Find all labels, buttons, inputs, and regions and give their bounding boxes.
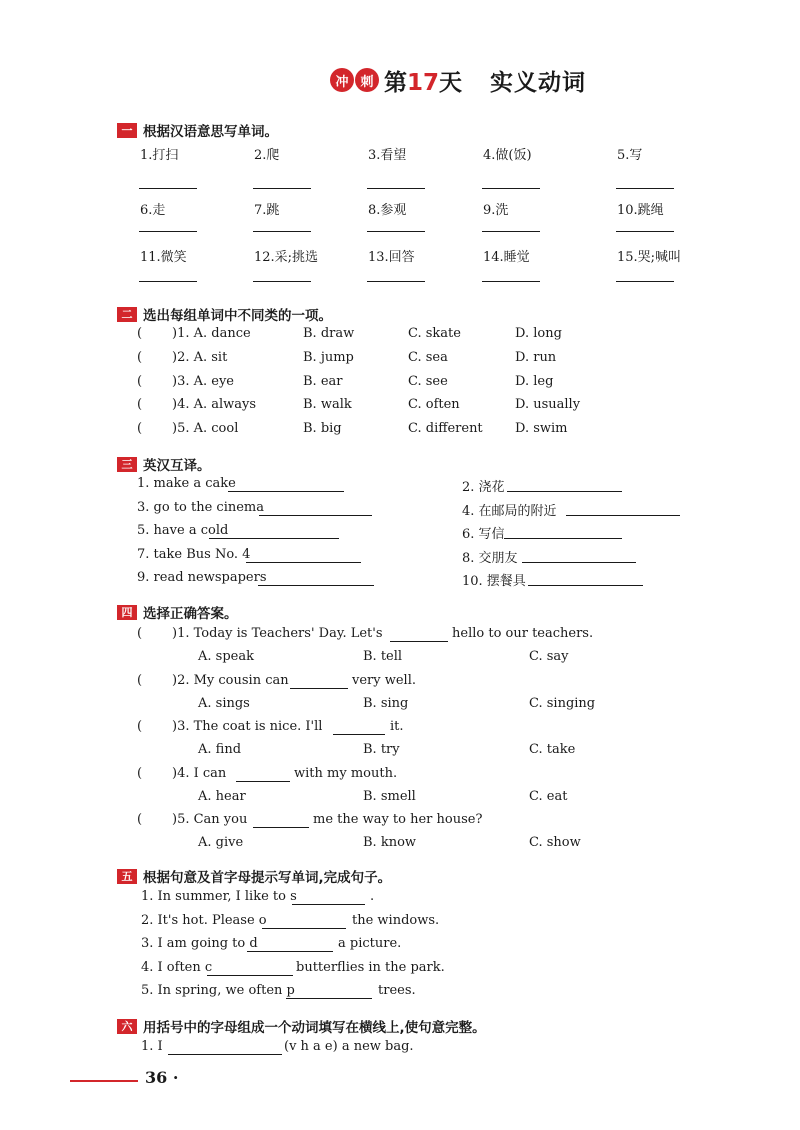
s4-question-tail: very well. (352, 672, 416, 688)
s2-option-d: D. run (515, 349, 557, 365)
s5-sentence-start: 3. I am going to d (141, 936, 258, 952)
s2-option-b: B. ear (303, 373, 343, 389)
s1-word: 15.哭;喊叫 (617, 250, 682, 265)
day-title (384, 64, 462, 97)
section-3-title: 英汉互译。 (143, 458, 211, 474)
s1-word: 11.微笑 (140, 250, 187, 265)
section-3-number: 三 (117, 457, 137, 472)
s1-word: 4.做(饭) (483, 148, 532, 163)
s4-answer-paren: ( (137, 719, 143, 734)
s1-word: 1.打扫 (140, 148, 179, 163)
s1-answer-blank[interactable] (253, 188, 311, 189)
s5-sentence-start: 2. It's hot. Please o (141, 912, 267, 928)
s5-sentence-start: 1. In summer, I like to s (141, 889, 297, 904)
s4-answer-paren: ( (137, 812, 143, 827)
section-2-title: 选出每组单词中不同类的一项。 (143, 308, 332, 324)
s4-option-c: C. take (529, 742, 576, 757)
s5-answer-blank[interactable] (207, 975, 293, 976)
section-1-title: 根据汉语意思写单词。 (143, 124, 278, 140)
s4-question-tail: with my mouth. (294, 765, 398, 781)
s4-question-tail: hello to our teachers. (452, 626, 594, 641)
s2-option-d: D. usually (515, 397, 581, 413)
section-4-header (117, 602, 238, 622)
s2-option-c: C. often (408, 397, 460, 413)
s1-answer-blank[interactable] (253, 231, 311, 232)
s2-option-c: C. different (408, 421, 483, 437)
s5-sentence-end: a picture. (338, 936, 402, 952)
s1-word: 10.跳绳 (617, 203, 664, 218)
page-header (330, 60, 586, 100)
s1-word: 5.写 (617, 148, 643, 163)
s1-answer-blank[interactable] (253, 281, 311, 282)
section-5-number: 五 (117, 869, 137, 884)
s1-word: 7.跳 (254, 203, 280, 218)
day-prefix: 第 (384, 69, 407, 96)
s2-option-c: C. see (408, 373, 448, 389)
s5-answer-blank[interactable] (247, 951, 333, 952)
s4-question-tail: it. (390, 719, 404, 734)
s2-option-d: D. swim (515, 421, 568, 437)
section-5-title: 根据句意及首字母提示写单词,完成句子。 (143, 870, 392, 886)
s4-option-b: B. tell (363, 649, 403, 664)
s5-answer-blank[interactable] (262, 928, 346, 929)
s2-option-a: )2. A. sit (172, 349, 228, 365)
s1-word: 14.睡觉 (483, 250, 530, 265)
s4-option-a: A. hear (198, 788, 246, 804)
s1-answer-blank[interactable] (367, 281, 425, 282)
s1-answer-blank[interactable] (616, 231, 674, 232)
s2-option-a: )3. A. eye (172, 373, 234, 389)
s3-left-blank[interactable] (246, 562, 361, 563)
s4-option-b: B. try (363, 742, 400, 757)
s6-sentence-end: (v h a e) a new bag. (284, 1039, 414, 1054)
s6-sentence-start: 1. I (141, 1039, 163, 1054)
s3-right-item: 10. 摆餐具 (462, 574, 526, 589)
s4-option-c: C. eat (529, 788, 568, 804)
header-badge-1: 冲 (330, 68, 354, 92)
s1-answer-blank[interactable] (367, 188, 425, 189)
s3-right-blank[interactable] (522, 562, 636, 563)
s3-left-item: 5. have a cold (137, 523, 229, 538)
s3-left-blank[interactable] (258, 585, 374, 586)
s3-right-blank[interactable] (507, 491, 622, 492)
section-2-number: 二 (117, 307, 137, 322)
s3-right-blank[interactable] (528, 585, 643, 586)
s1-word: 2.爬 (254, 148, 280, 163)
s2-option-c: C. skate (408, 326, 461, 341)
s5-answer-blank[interactable] (292, 904, 365, 905)
s4-option-a: A. speak (198, 649, 254, 664)
s4-option-a: A. sings (198, 695, 250, 711)
s4-answer-paren: ( (137, 626, 143, 641)
s3-right-item: 2. 浇花 (462, 480, 505, 495)
s4-question-text: )3. The coat is nice. I'll (172, 719, 323, 734)
s3-right-item: 6. 写信 (462, 527, 505, 542)
day-number: 17 (407, 69, 440, 96)
s3-right-blank[interactable] (504, 538, 622, 539)
s4-option-b: B. smell (363, 788, 416, 804)
s2-answer-paren: ( (137, 397, 143, 413)
s2-answer-paren: ( (137, 326, 143, 341)
page-number: 36 · (145, 1068, 179, 1087)
s3-left-blank[interactable] (259, 515, 372, 516)
s2-option-d: D. leg (515, 373, 554, 389)
footer-rule (70, 1080, 138, 1082)
s2-option-b: B. jump (303, 349, 354, 365)
s1-word: 6.走 (140, 203, 166, 218)
s5-sentence-end: trees. (378, 983, 416, 999)
s4-option-a: A. find (198, 742, 242, 757)
section-6-title: 用括号中的字母组成一个动词填写在横线上,使句意完整。 (143, 1020, 486, 1036)
section-2-header (117, 304, 332, 324)
s1-answer-blank[interactable] (139, 231, 197, 232)
s3-left-blank[interactable] (209, 538, 339, 539)
s4-option-c: C. show (529, 835, 581, 850)
s1-answer-blank[interactable] (616, 281, 674, 282)
s3-right-blank[interactable] (566, 515, 680, 516)
s3-left-item: 7. take Bus No. 4 (137, 546, 251, 562)
s5-answer-blank[interactable] (286, 998, 372, 999)
header-badge-2: 刺 (355, 68, 379, 92)
s3-left-item: 9. read newspapers (137, 570, 267, 585)
s2-answer-paren: ( (137, 421, 143, 437)
section-1-header (117, 120, 278, 140)
page-number-text: 36 (145, 1068, 168, 1087)
s2-answer-paren: ( (137, 373, 143, 389)
s4-question-text: )4. I can (172, 765, 227, 781)
s4-question-blank[interactable] (236, 781, 290, 782)
s3-left-item: 1. make a cake (137, 476, 236, 491)
s4-question-blank[interactable] (390, 641, 448, 642)
s4-option-c: C. singing (529, 695, 596, 711)
s5-sentence-end: butterflies in the park. (296, 959, 445, 975)
section-4-number: 四 (117, 605, 137, 620)
s1-answer-blank[interactable] (367, 231, 425, 232)
s1-word: 13.回答 (368, 250, 415, 265)
section-4-title: 选择正确答案。 (143, 606, 238, 622)
s2-option-a: )4. A. always (172, 397, 257, 413)
s1-answer-blank[interactable] (482, 188, 540, 189)
s2-answer-paren: ( (137, 349, 143, 365)
s1-answer-blank[interactable] (616, 188, 674, 189)
s4-option-c: C. say (529, 649, 569, 664)
s3-right-item: 8. 交朋友 (462, 550, 518, 566)
s1-answer-blank[interactable] (139, 281, 197, 282)
s2-option-a: )1. A. dance (172, 326, 251, 341)
s5-sentence-start: 4. I often c (141, 959, 213, 975)
s2-option-d: D. long (515, 326, 562, 341)
section-1-number: 一 (117, 123, 137, 138)
s4-question-blank[interactable] (253, 827, 309, 828)
s3-left-blank[interactable] (228, 491, 344, 492)
s1-word: 9.洗 (483, 203, 509, 218)
s4-question-blank[interactable] (333, 734, 385, 735)
s1-word: 12.采;挑选 (254, 250, 319, 265)
s4-question-text: )2. My cousin can (172, 672, 289, 688)
s4-option-b: B. know (363, 835, 417, 850)
s4-answer-paren: ( (137, 765, 143, 781)
s1-answer-blank[interactable] (139, 188, 197, 189)
s1-answer-blank[interactable] (482, 281, 540, 282)
s5-sentence-end: the windows. (352, 912, 440, 928)
s1-word: 3.看望 (368, 148, 407, 163)
s2-option-a: )5. A. cool (172, 421, 239, 437)
topic-title: 实义动词 (490, 69, 587, 96)
s4-option-b: B. sing (363, 695, 409, 711)
s2-option-b: B. walk (303, 397, 352, 413)
section-5-header (117, 866, 391, 886)
s4-option-a: A. give (198, 835, 244, 850)
s5-sentence-end: . (370, 889, 375, 904)
section-3-header (117, 454, 211, 474)
s3-right-item: 4. 在邮局的附近 (462, 503, 557, 519)
s4-answer-paren: ( (137, 672, 143, 688)
s6-answer-blank[interactable] (168, 1054, 282, 1055)
s4-question-text: )1. Today is Teachers' Day. Let's (172, 626, 383, 641)
s5-sentence-start: 5. In spring, we often p (141, 983, 295, 999)
s4-question-tail: me the way to her house? (313, 812, 483, 827)
section-6-header (117, 1016, 486, 1036)
s1-answer-blank[interactable] (482, 231, 540, 232)
s4-question-text: )5. Can you (172, 812, 248, 827)
s3-left-item: 3. go to the cinema (137, 499, 265, 515)
s2-option-b: B. big (303, 421, 342, 437)
s1-word: 8.参观 (368, 203, 407, 218)
s2-option-b: B. draw (303, 326, 355, 341)
section-6-number: 六 (117, 1019, 137, 1034)
s4-question-blank[interactable] (290, 688, 348, 689)
day-suffix: 天 (439, 69, 463, 96)
s2-option-c: C. sea (408, 349, 448, 365)
